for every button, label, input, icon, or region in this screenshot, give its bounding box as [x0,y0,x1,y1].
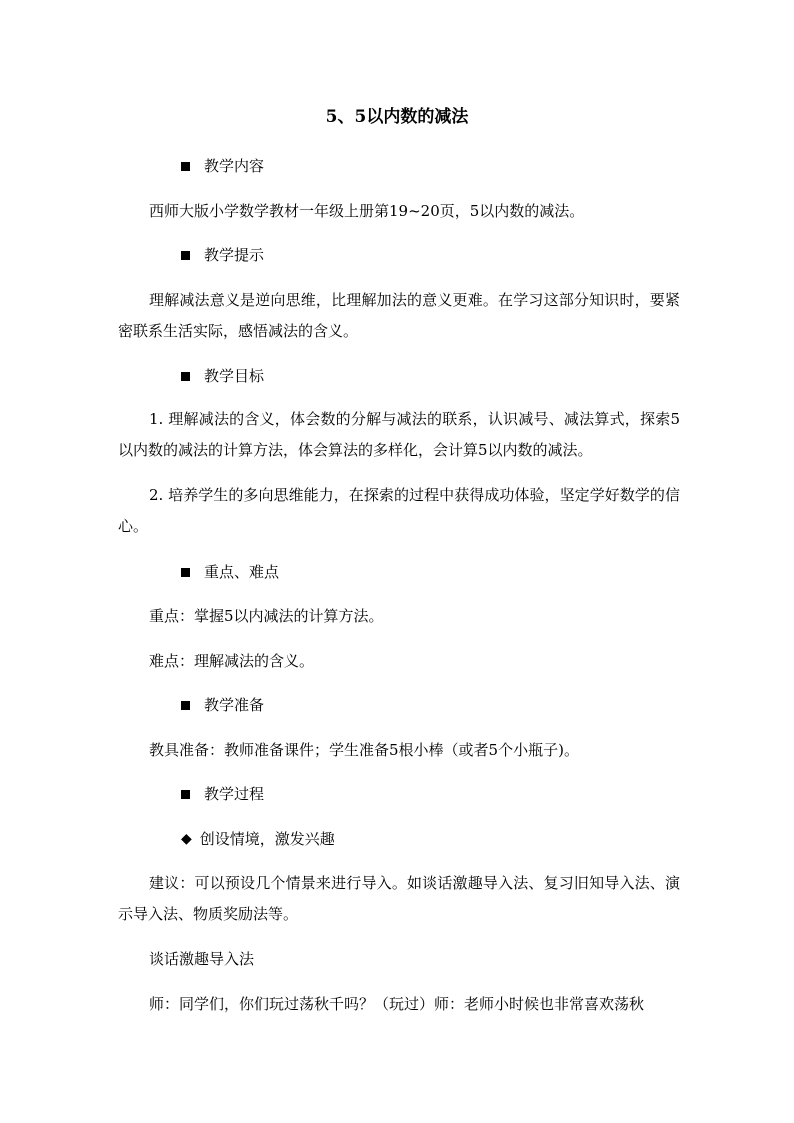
hint-paragraph: 理解减法意义是逆向思维，比理解加法的意义更难。在学习这部分知识时，要紧密联系生活实际，感悟减法的含义。 [118,291,680,340]
black-square-icon [181,251,190,260]
suggestion-paragraph: 建议：可以预设几个情景来进行导入。如谈话激趣导入法、复习旧知导入法、演示导入法、物质奖励法等。 [118,874,680,923]
section-heading-goals [181,361,264,391]
heading-label: 教学内容 [204,157,265,175]
section-heading-hint [181,240,264,270]
black-diamond-icon: ◆ [181,831,192,847]
black-square-icon [181,701,190,710]
black-square-icon [181,372,190,381]
document-title: 5、5以内数的减法 [325,107,469,127]
black-square-icon [181,162,190,171]
heading-label: 教学过程 [204,785,265,803]
heading-label: 教学目标 [204,367,265,385]
dialogue-paragraph: 师：同学们，你们玩过荡秋千吗？（玩过）师：老师小时候也非常喜欢荡秋 [149,995,645,1013]
black-square-icon [181,790,190,799]
focus-paragraph: 重点：掌握5以内减法的计算方法。 [149,607,384,625]
black-square-icon [181,568,190,577]
section-heading-content [181,151,264,181]
heading-label: 教学提示 [204,246,265,264]
heading-label: 教学准备 [204,696,265,714]
content-paragraph: 西师大版小学数学教材一年级上册第19~20页，5以内数的减法。 [149,202,585,220]
subheading-label: 创设情境，激发兴趣 [199,830,335,848]
subheading-scenario [181,824,335,854]
goal-item-2: 2. 培养学生的多向思维能力，在探索的过程中获得成功体验，坚定学好数学的信心。 [118,486,680,535]
goal-item-1: 1. 理解减法的含义，体会数的分解与减法的联系，认识减号、减法算式，探索5以内数的减法的计算方法，体会算法的多样化，会计算5以内数的减法。 [118,410,680,459]
method-paragraph: 谈话激趣导入法 [149,950,255,968]
section-heading-prep [181,690,264,720]
section-heading-key [181,557,279,587]
prep-paragraph: 教具准备：教师准备课件；学生准备5根小棒（或者5个小瓶子)。 [149,741,579,759]
difficulty-paragraph: 难点：理解减法的含义。 [149,652,315,670]
section-heading-process [181,779,264,809]
heading-label: 重点、难点 [204,563,280,581]
